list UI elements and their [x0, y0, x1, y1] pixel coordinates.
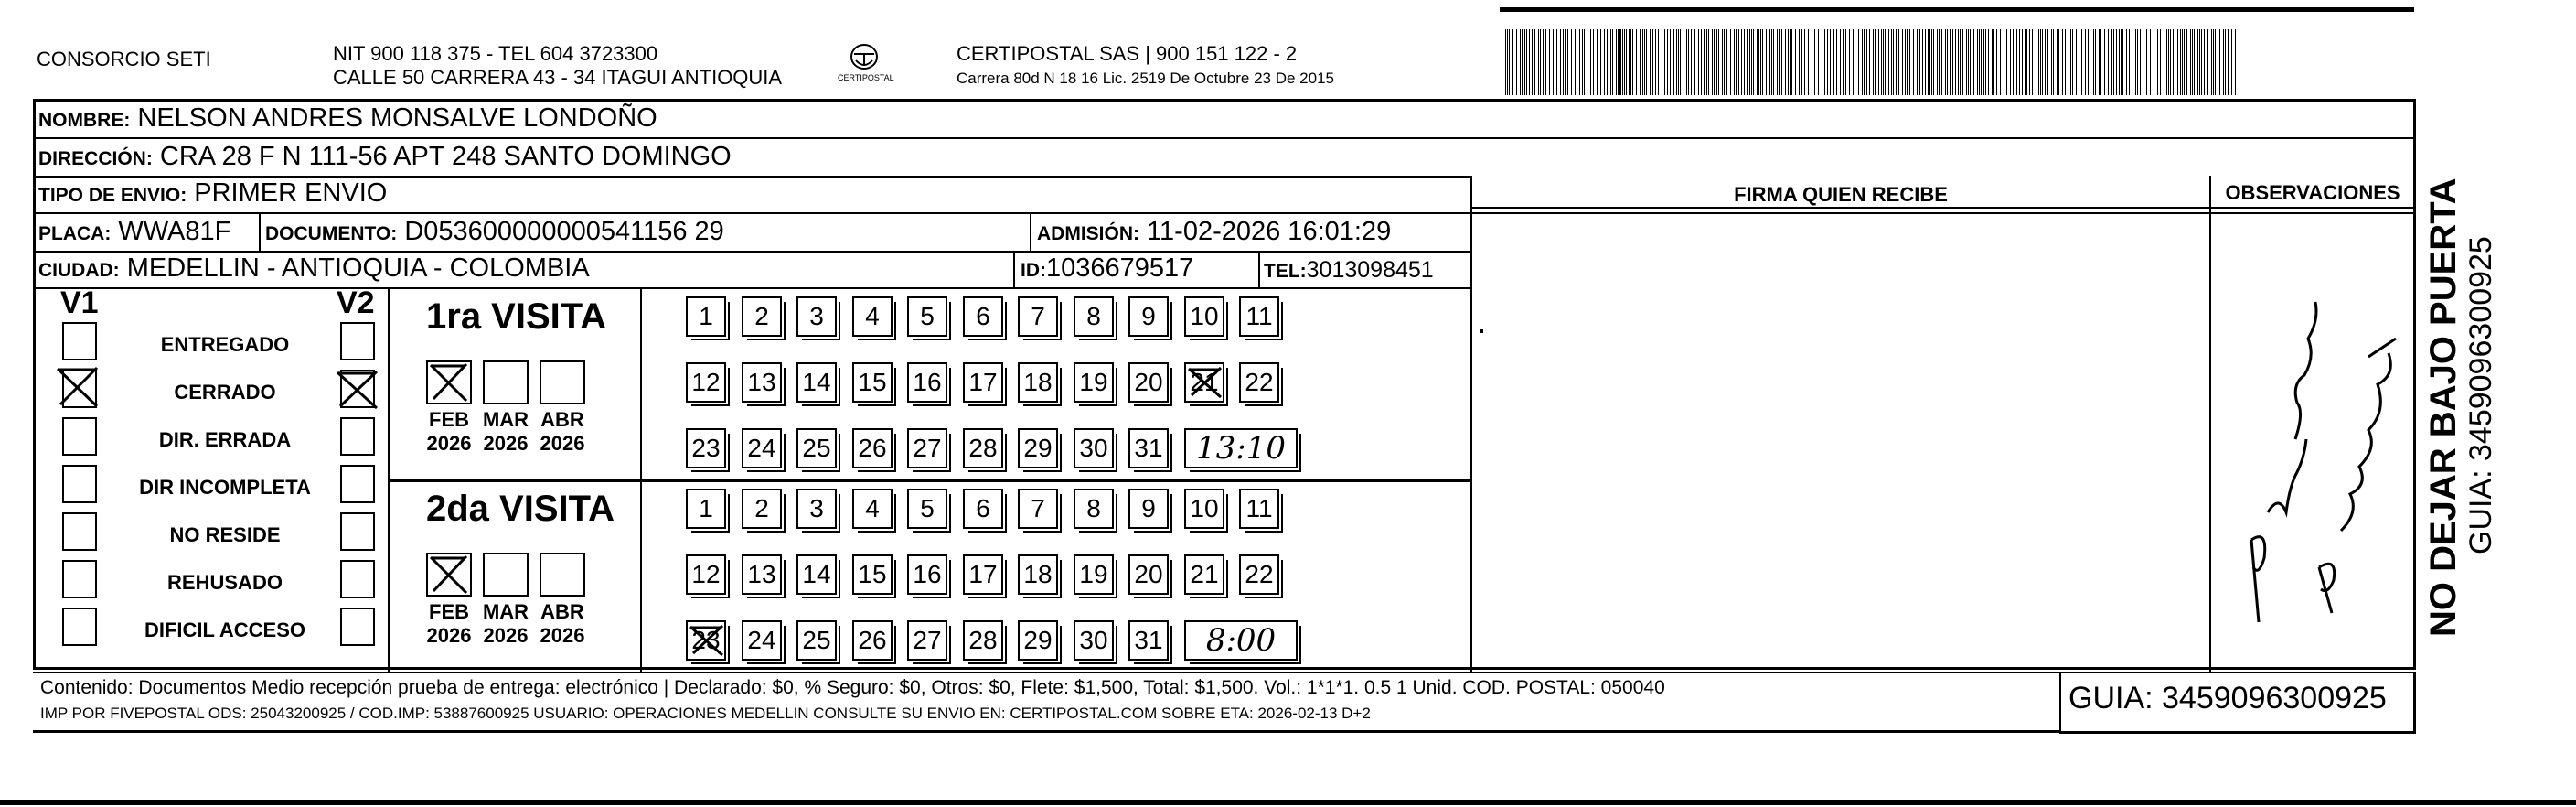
day-box[interactable]: 6	[963, 489, 1003, 529]
barcode	[1505, 29, 2239, 95]
day-box[interactable]: 8	[1074, 296, 1114, 337]
tel-value: 3013098451	[1306, 257, 1434, 283]
month-label: FEB	[429, 408, 469, 431]
day-box[interactable]: 29	[1018, 620, 1058, 661]
day-box[interactable]: 9	[1128, 296, 1169, 337]
day-box[interactable]: 10	[1184, 296, 1224, 337]
placa-cell	[38, 216, 230, 250]
day-box[interactable]: 7	[1018, 296, 1058, 337]
id-value: 1036679517	[1046, 253, 1194, 283]
day-box[interactable]: 1	[686, 296, 726, 337]
month-checkbox[interactable]	[483, 553, 529, 597]
day-box[interactable]: 10	[1184, 489, 1224, 529]
day-box[interactable]: 24	[742, 428, 782, 468]
day-box[interactable]: 5	[907, 489, 947, 529]
divider	[388, 479, 1472, 482]
status-option-label: CERRADO	[174, 381, 276, 404]
day-box[interactable]: 18	[1018, 362, 1058, 403]
status-option-label: DIR INCOMPLETA	[139, 476, 311, 499]
bottom-border-line	[0, 800, 2576, 805]
ciudad-label: CIUDAD:	[38, 260, 120, 281]
observaciones-header: OBSERVACIONES	[2225, 181, 2400, 204]
footer-guia: GUIA: 3459096300925	[2068, 681, 2387, 716]
nombre-label: NOMBRE:	[38, 110, 131, 131]
month-label: ABR	[540, 600, 584, 623]
v2-header: V2	[337, 285, 375, 320]
day-box[interactable]: 20	[1128, 362, 1169, 403]
day-box[interactable]: 31	[1128, 428, 1169, 468]
tel-cell	[1264, 254, 1434, 287]
divider	[1258, 251, 1260, 287]
footer-imp: IMP POR FIVEPOSTAL ODS: 25043200925 / COD.IMP: 53887600925 USUARIO: OPERACIONES MEDELLIN CONSULTE SU ENVIO EN: CERTIPOSTAL.COM SOBRE ETA: 2026-02-13 D+2	[40, 705, 1371, 722]
day-box[interactable]: 18	[1018, 554, 1058, 595]
day-box[interactable]: 4	[852, 489, 893, 529]
day-box[interactable]: 17	[963, 554, 1003, 595]
placa-label: PLACA:	[38, 223, 112, 244]
day-box[interactable]: 26	[852, 620, 893, 661]
day-box[interactable]: 23	[686, 428, 726, 468]
month-checkbox[interactable]	[426, 553, 472, 597]
top-border-line	[1500, 7, 2414, 12]
visit-title: 2da VISITA	[426, 489, 615, 529]
admision-cell	[1037, 216, 1391, 250]
day-box[interactable]: 14	[796, 362, 837, 403]
visit-title: 1ra VISITA	[426, 296, 607, 337]
day-box[interactable]: 8	[1074, 489, 1114, 529]
month-label: MAR	[482, 600, 529, 623]
divider	[33, 212, 2416, 214]
day-box[interactable]: 17	[963, 362, 1003, 403]
day-box[interactable]: 28	[963, 428, 1003, 468]
footer-content: Contenido: Documentos Medio recepción prueba de entrega: electrónico | Declarado: $0, % Seguro: $0, Otros: $0, Flete: $1,500, Total: $1,500. Vol.: 1*1*1. 0.5 1 Unid. COD. POSTAL: 050040	[40, 677, 1665, 698]
id-label: ID:	[1021, 260, 1046, 281]
tipo-value: PRIMER ENVIO	[194, 178, 388, 208]
nombre-value: NELSON ANDRES MONSALVE LONDOÑO	[137, 103, 657, 133]
direccion-value: CRA 28 F N 111-56 APT 248 SANTO DOMINGO	[159, 142, 732, 171]
admision-label: ADMISIÓN:	[1037, 223, 1139, 244]
day-box[interactable]: 9	[1128, 489, 1169, 529]
day-box[interactable]: 28	[963, 620, 1003, 661]
certipostal-nit: CERTIPOSTAL SAS | 900 151 122 - 2	[957, 42, 1298, 65]
divider	[259, 212, 261, 251]
day-box[interactable]: 7	[1018, 489, 1058, 529]
ciudad-cell	[38, 253, 590, 286]
id-cell	[1021, 253, 1193, 286]
status-option-label: DIFICIL ACCESO	[144, 619, 305, 641]
day-box[interactable]: 12	[686, 362, 726, 403]
visit-time-box[interactable]: 13:10	[1184, 428, 1298, 468]
day-box[interactable]: 11	[1239, 489, 1279, 529]
day-box[interactable]: 21	[1184, 362, 1224, 403]
day-box[interactable]: 31	[1128, 620, 1169, 661]
day-box[interactable]: 21	[1184, 554, 1224, 595]
day-box[interactable]: 16	[907, 554, 947, 595]
day-box[interactable]: 27	[907, 428, 947, 468]
status-option-label: NO RESIDE	[169, 523, 281, 546]
day-box[interactable]: 26	[852, 428, 893, 468]
day-box[interactable]: 19	[1074, 362, 1114, 403]
side-guia: GUIA: 3459096300925	[2464, 236, 2498, 554]
divider	[33, 730, 2061, 733]
day-box[interactable]: 27	[907, 620, 947, 661]
day-box[interactable]: 13	[742, 362, 782, 403]
documento-value: D053600000000541156 29	[404, 217, 724, 246]
company-address: CALLE 50 CARRERA 43 - 34 ITAGUI ANTIOQUIA	[333, 66, 783, 89]
month-year: 2026	[426, 624, 472, 647]
admision-value: 11-02-2026 16:01:29	[1147, 217, 1392, 246]
certipostal-logo	[838, 40, 894, 91]
no-dejar-bajo-puerta: NO DEJAR BAJO PUERTA	[2423, 178, 2464, 637]
day-box[interactable]: 16	[907, 362, 947, 403]
day-box[interactable]: 19	[1074, 554, 1114, 595]
month-year: 2026	[483, 432, 529, 455]
month-label: MAR	[482, 408, 529, 431]
documento-label: DOCUMENTO:	[265, 223, 398, 244]
divider	[1470, 176, 1472, 672]
day-box[interactable]: 12	[686, 554, 726, 595]
day-box[interactable]: 4	[852, 296, 893, 337]
divider	[2209, 176, 2211, 672]
nombre-row	[38, 102, 657, 136]
day-box[interactable]: 2	[742, 489, 782, 529]
visit-time-box[interactable]: 8:00	[1184, 620, 1298, 661]
day-box[interactable]: 5	[907, 296, 947, 337]
month-checkbox[interactable]	[540, 360, 585, 404]
day-box[interactable]: 30	[1074, 428, 1114, 468]
company-name: CONSORCIO SETI	[37, 48, 211, 70]
month-year: 2026	[483, 624, 529, 647]
documento-cell	[265, 216, 724, 250]
placa-value: WWA81F	[118, 217, 231, 246]
status-option-label: ENTREGADO	[160, 333, 290, 356]
month-year: 2026	[540, 624, 585, 647]
month-checkbox[interactable]	[426, 360, 472, 404]
day-box[interactable]: 20	[1128, 554, 1169, 595]
company-nit: NIT 900 118 375 - TEL 604 3723300	[333, 42, 658, 65]
divider	[33, 287, 1472, 289]
day-box[interactable]: 6	[963, 296, 1003, 337]
day-box[interactable]: 23	[686, 620, 726, 661]
month-label: FEB	[429, 600, 469, 623]
day-box[interactable]: 25	[796, 428, 837, 468]
divider	[1030, 212, 1031, 251]
tipo-row	[38, 178, 387, 211]
day-box[interactable]: 22	[1239, 554, 1279, 595]
day-box[interactable]: 3	[796, 489, 837, 529]
logo-text: CERTIPOSTAL	[838, 73, 894, 82]
month-year: 2026	[540, 432, 585, 455]
divider	[1013, 251, 1015, 287]
month-year: 2026	[426, 432, 472, 455]
day-box[interactable]: 15	[852, 362, 893, 403]
divider	[1470, 207, 2416, 209]
divider	[33, 137, 2416, 139]
direccion-row	[38, 141, 732, 175]
month-label: ABR	[540, 408, 584, 431]
day-box[interactable]: 3	[796, 296, 837, 337]
ciudad-value: MEDELLIN - ANTIOQUIA - COLOMBIA	[126, 253, 590, 283]
day-box[interactable]: 22	[1239, 362, 1279, 403]
day-box[interactable]: 29	[1018, 428, 1058, 468]
day-box[interactable]: 1	[686, 489, 726, 529]
tel-label: TEL:	[1264, 261, 1307, 282]
v1-header: V1	[60, 285, 99, 320]
direccion-label: DIRECCIÓN:	[38, 148, 153, 169]
day-box[interactable]: 13	[742, 554, 782, 595]
tipo-label: TIPO DE ENVIO:	[38, 185, 187, 206]
day-box[interactable]: 24	[742, 620, 782, 661]
day-box[interactable]: 2	[742, 296, 782, 337]
ink-dot	[1480, 329, 1483, 333]
status-option-label: REHUSADO	[167, 571, 283, 594]
day-box[interactable]: 11	[1239, 296, 1279, 337]
day-box[interactable]: 25	[796, 620, 837, 661]
certipostal-license: Carrera 80d N 18 16 Lic. 2519 De Octubre 23 De 2015	[957, 70, 1334, 87]
firma-header: FIRMA QUIEN RECIBE	[1734, 183, 1948, 206]
status-option-label: DIR. ERRADA	[158, 428, 292, 451]
month-checkbox[interactable]	[483, 360, 529, 404]
day-box[interactable]: 15	[852, 554, 893, 595]
month-checkbox[interactable]	[540, 553, 585, 597]
day-box[interactable]: 14	[796, 554, 837, 595]
day-box[interactable]: 30	[1074, 620, 1114, 661]
